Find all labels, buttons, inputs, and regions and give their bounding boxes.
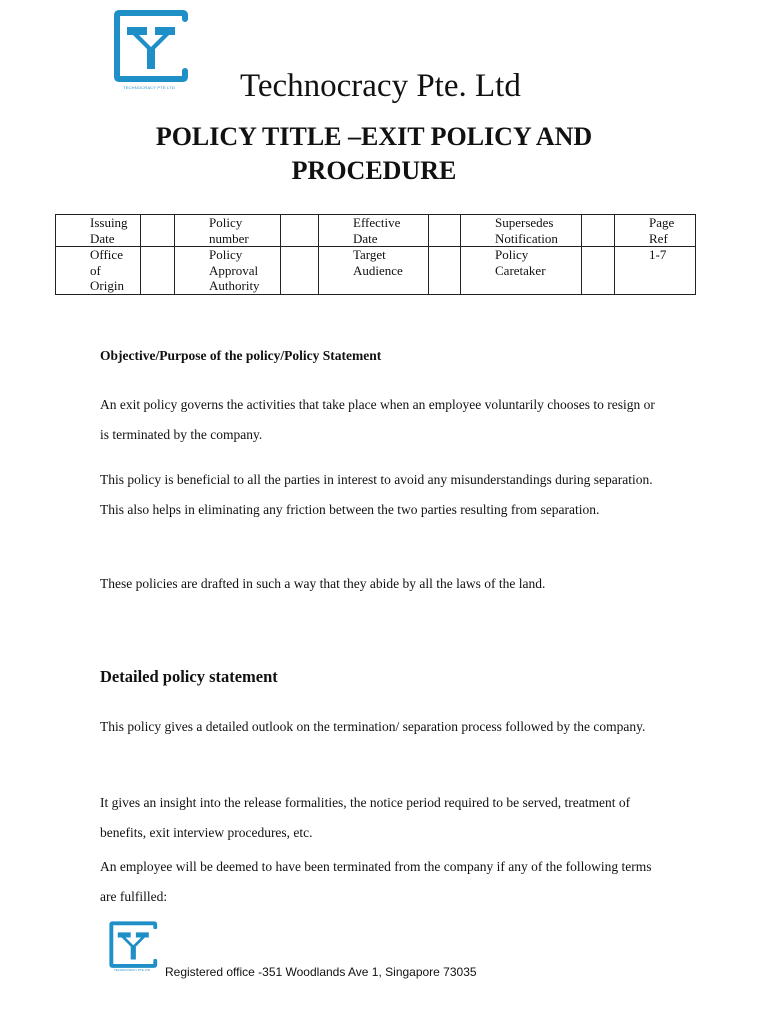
effective-date-label: Effective Date bbox=[319, 215, 429, 247]
detailed-paragraph-2: It gives an insight into the release formalities, the notice period required to be served, treatment of benefits, exit interview procedures, etc. bbox=[100, 795, 631, 840]
supersedes-label: Supersedes Notification bbox=[461, 215, 582, 247]
target-audience-label: Target Audience bbox=[319, 247, 429, 295]
logo-caption: TECHNOCRACY PTE LTD bbox=[123, 85, 175, 90]
effective-date-value bbox=[429, 215, 461, 247]
supersedes-value bbox=[582, 215, 615, 247]
issuing-date-label: Issuing Date bbox=[56, 215, 141, 247]
technocracy-logo-icon bbox=[101, 5, 197, 85]
footer-address: Registered office -351 Woodlands Ave 1, Singapore 73035 bbox=[165, 965, 477, 979]
policy-title-line1: POLICY TITLE –EXIT POLICY AND bbox=[155, 122, 593, 151]
policy-caretaker-label: Policy Caretaker bbox=[461, 247, 582, 295]
company-name: Technocracy Pte. Ltd bbox=[240, 68, 521, 104]
page-ref-label: Page Ref bbox=[615, 215, 696, 247]
detailed-paragraph-3: An employee will be deemed to have been terminated from the company if any of the following terms are fulfilled: bbox=[100, 859, 652, 904]
policy-number-value bbox=[281, 215, 319, 247]
detailed-paragraph-1: This policy gives a detailed outlook on the termination/ separation process followed by the company. bbox=[100, 719, 646, 734]
approval-authority-value bbox=[281, 247, 319, 295]
target-audience-value bbox=[429, 247, 461, 295]
table-row bbox=[56, 215, 696, 247]
detailed-policy-heading: Detailed policy statement bbox=[100, 667, 278, 686]
policy-meta-table bbox=[55, 214, 696, 295]
policy-title-line2: PROCEDURE bbox=[291, 156, 457, 185]
policy-caretaker-value bbox=[582, 247, 615, 295]
issuing-date-value bbox=[141, 215, 175, 247]
footer-logo bbox=[101, 918, 163, 976]
company-logo bbox=[101, 5, 197, 93]
office-of-origin-value bbox=[141, 247, 175, 295]
page-ref-value: 1-7 bbox=[615, 247, 696, 295]
approval-authority-label: Policy Approval Authority bbox=[175, 247, 281, 295]
table-row bbox=[56, 247, 696, 295]
objective-paragraph-1: An exit policy governs the activities that take place when an employee voluntarily chooses to resign or is terminated by the company. bbox=[100, 397, 655, 442]
policy-number-label: Policy number bbox=[175, 215, 281, 247]
technocracy-logo-icon bbox=[101, 918, 163, 970]
objective-paragraph-3: These policies are drafted in such a way that they abide by all the laws of the land. bbox=[100, 576, 546, 591]
objective-heading: Objective/Purpose of the policy/Policy Statement bbox=[100, 348, 382, 363]
policy-title bbox=[100, 120, 648, 188]
objective-paragraph-2: This policy is beneficial to all the parties in interest to avoid any misunderstandings during separation. This also helps in eliminating any friction between the two parties resulting from separation. bbox=[100, 472, 653, 517]
office-of-origin-label: Office of Origin bbox=[56, 247, 141, 295]
footer-logo-caption: TECHNOCRACY PTE LTD bbox=[113, 968, 151, 972]
